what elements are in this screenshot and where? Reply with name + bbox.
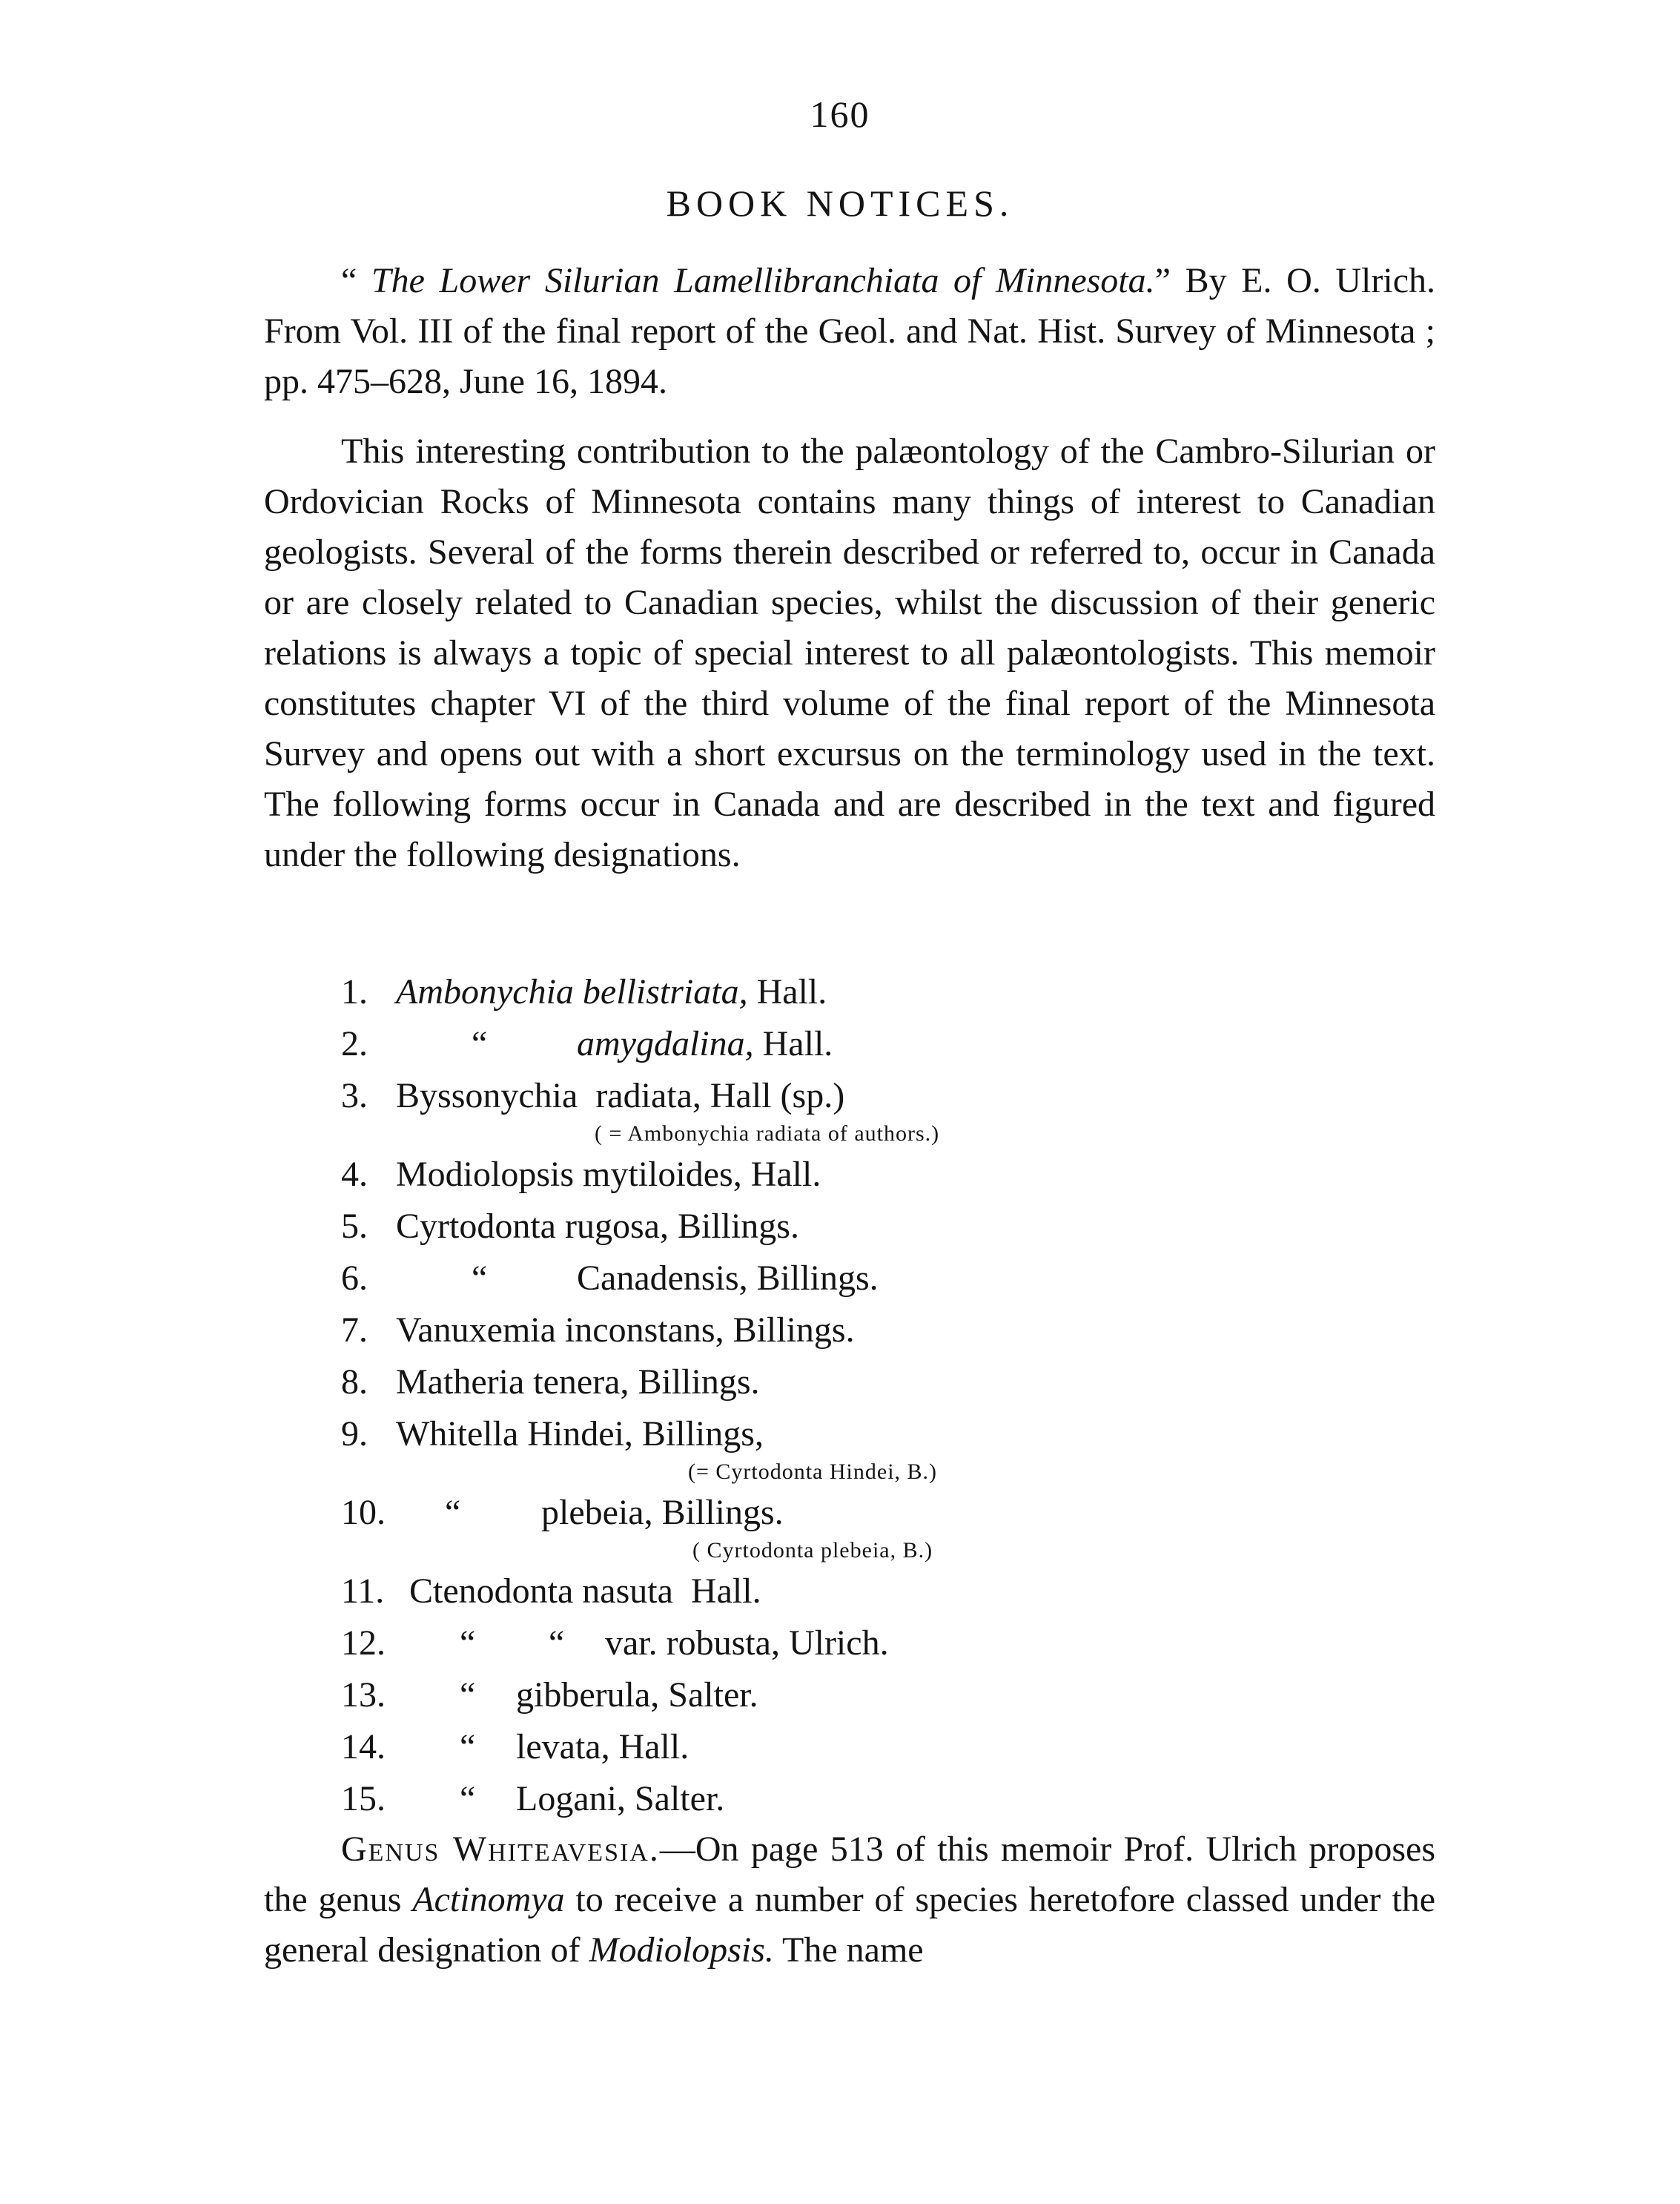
species-entry: Logani, Salter. [516,1779,725,1818]
item-number: 1. [341,972,368,1012]
genus-paragraph [264,1824,1435,1976]
species-name: Ambonychia bellistriata, [396,972,748,1012]
genus-name-actinomya: Actinomya [412,1880,565,1919]
species-entry: gibberula, Salter. [516,1675,758,1715]
ditto-mark: “ [472,1258,488,1298]
species-author: Hall. [753,1024,833,1063]
item-number: 2. [341,1024,368,1063]
genus-text-2: to receive a number of species heretofore classed under the general designation of [264,1880,1436,1970]
species-entry: Vanuxemia inconstans, Billings. [396,1310,855,1350]
species-entry: Canadensis, Billings. [577,1258,879,1298]
ditto-mark: “ [460,1623,476,1663]
citation-open-quote: “ [341,261,371,300]
item-number: 11. [341,1571,385,1611]
item-number: 12. [341,1623,386,1663]
page-number: 160 [810,93,870,135]
species-entry: plebeia, Billings. [541,1493,784,1532]
item-number: 15. [341,1779,386,1818]
citation-details: By E. O. Ulrich. From Vol. III of the final report of the Geol. and Nat. Hist. Survey of Minnesota ; pp. 475–628, June 16, 1894. [264,261,1436,401]
genus-text-3: The name [773,1930,924,1970]
genus-text-1: —On page 513 of this memoir Prof. Ulrich proposes the genus [264,1829,1436,1919]
synonym-note: ( Cyrtodonta plebeia, B.) [692,1538,933,1563]
intro-paragraph: This interesting contribution to the palæontology of the Cambro-Silurian or Ordovician Rocks of Minnesota contains many things of interest to Canadian geologists. Several of the forms therein described or referred to, occur in Canada or are closely related to Canadian species, whilst the discussion of their generic relations is always a topic of special interest to all palæontologists. This memoir constitutes chapter VI of the third volume of the final report of the Minnesota Survey and opens out with a short excursus on the terminology used in the text. The following forms occur in Canada and are described in the text and figured under the following designations. [264,432,1435,874]
item-number: 7. [341,1310,368,1350]
item-number: 5. [341,1207,368,1246]
item-number: 3. [341,1076,368,1115]
species-name: amygdalina, [577,1024,754,1063]
item-number: 9. [341,1414,368,1454]
genus-lead: Genus Whiteavesia. [341,1829,660,1869]
ditto-mark: “ [460,1779,476,1818]
citation-close-quote: ” [1154,261,1171,300]
species-entry: Matheria tenera, Billings. [396,1362,760,1402]
section-heading: BOOK NOTICES. [666,182,1014,224]
species-entry: Whitella Hindei, Billings, [396,1414,764,1454]
item-number: 6. [341,1258,368,1298]
item-number: 13. [341,1675,386,1715]
item-number: 4. [341,1155,368,1194]
species-entry: Cyrtodonta rugosa, Billings. [396,1207,799,1246]
species-entry: Modiolopsis mytiloides, Hall. [396,1155,821,1194]
ditto-mark: “ [460,1675,476,1715]
item-number: 14. [341,1727,386,1766]
species-entry: var. robusta, Ulrich. [605,1623,889,1663]
species-author: Hall. [747,972,827,1012]
citation-paragraph [264,256,1435,407]
species-entry: Ctenodonta nasuta Hall. [409,1571,761,1611]
item-number: 8. [341,1362,368,1402]
item-number: 10. [341,1493,386,1532]
synonym-note: (= Cyrtodonta Hindei, B.) [688,1459,938,1484]
ditto-mark: “ [445,1493,461,1532]
ditto-mark: “ [472,1024,488,1063]
species-entry: levata, Hall. [516,1727,689,1766]
synonym-note: ( = Ambonychia radiata of authors.) [595,1121,940,1146]
ditto-mark: “ [549,1623,565,1663]
ditto-mark: “ [460,1727,476,1766]
genus-name-modiolopsis: Modiolopsis. [589,1930,774,1970]
species-entry: Byssonychia radiata, Hall (sp.) [396,1076,845,1115]
citation-title: The Lower Silurian Lamellibranchiata of Minnesota. [371,261,1155,300]
